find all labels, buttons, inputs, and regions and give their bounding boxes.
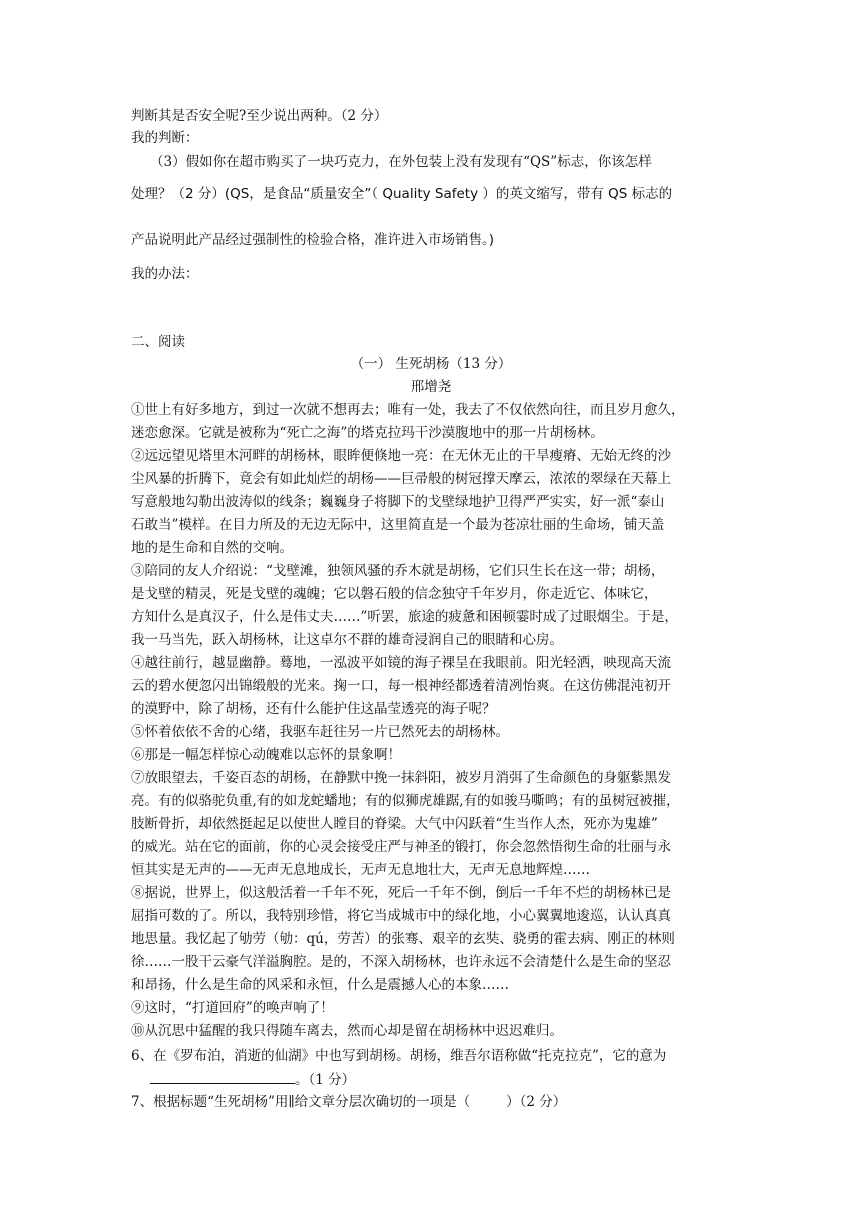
question-text: 处理？（2 分）(QS，是食品“质量安全”（ Quality Safety ）的英文缩写，带有 QS 标志的 [131, 186, 673, 202]
article-line: ⑩从沉思中猛醒的我只得随车离去，然而心却是留在胡杨林中迟迟难归。 [131, 1023, 563, 1039]
article-line: 亮。有的似骆驼负重,有的如龙蛇蟠地；有的似狮虎雄踞,有的如骏马嘶鸣；有的虽树冠被摧， [131, 793, 680, 809]
article-line: ⑨这时，“打道回府”的唤声响了！ [131, 1000, 334, 1016]
article-line: 和昂扬，什么是生命的风采和永恒，什么是震撼人心的本象…… [131, 977, 509, 993]
article-line: ⑦放眼望去，千姿百态的胡杨，在静默中挽一抹斜阳，被岁月消弭了生命颜色的身躯紫黑发 [131, 770, 671, 786]
article-line: ③陪同的友人介绍说：“戈壁滩，独领风骚的乔木就是胡杨，它们只生长在这一带；胡杨， [131, 563, 665, 579]
article-line: 肢断骨折，却依然挺起足以使世人瞠目的脊梁。大气中闪跃着“生当作人杰，死亦为鬼雄” [131, 816, 658, 832]
article-line: 方知什么是真汉子，什么是伟丈夫……”听罢，旅途的疲惫和困顿霎时成了过眼烟尘。于是， [131, 609, 678, 625]
article-line: ⑥那是一幅怎样惊心动魄难以忘怀的景象啊！ [131, 747, 401, 763]
article-line: 写意般地勾勒出波涛似的线条；巍巍身子将脚下的戈壁绿地护卫得严严实实，好一派“泰山 [131, 494, 665, 510]
question-7-text: 7、根据标题“生死胡杨”用∥给文章分层次确切的一项是（ [131, 1094, 471, 1110]
article-line: 云的碧水便忽闪出锦缎般的光来。掬一口，每一根神经都透着清冽怡爽。在这仿佛混沌初开 [131, 678, 671, 694]
article-line: ④越往前行，越显幽静。蓦地，一泓波平如镜的海子裸呈在我眼前。阳光轻洒，映现高天流 [131, 655, 671, 671]
article-author: 邢增尧 [410, 379, 452, 395]
article-line: 地思量。我忆起了劬劳（劬：qú，劳苦）的张骞、艰辛的玄奘、骁勇的霍去病、刚正的林则 [131, 931, 675, 947]
article-line: 是戈壁的精灵，死是戈壁的魂魄；它以磐石般的信念独守千年岁月，你走近它、体味它， [131, 586, 658, 602]
article-line: ⑤怀着依依不舍的心绪，我驱车赶往另一片已然死去的胡杨林。 [131, 724, 509, 740]
answer-blank[interactable] [150, 1069, 295, 1084]
question-6-answer-line [150, 1069, 750, 1090]
article-line: 的威光。站在它的面前，你的心灵会接受庄严与神圣的锻打，你会忽然悟彻生命的壮丽与永 [131, 839, 671, 855]
answer-prompt: 我的判断： [131, 130, 199, 146]
article-line: 迷恋愈深。它就是被称为“死亡之海”的塔克拉玛干沙漠腹地中的那一片胡杨林。 [131, 425, 604, 441]
article-line: 尘风暴的折腾下，竟会有如此灿烂的胡杨——巨帚般的树冠撑天摩云，浓浓的翠绿在天幕上 [131, 471, 671, 487]
question-6: 6、在《罗布泊，消逝的仙湖》中也写到胡杨。胡杨，维吾尔语称做“托克拉克”，它的意为 [131, 1048, 667, 1064]
question-7-score: ）（2 分） [506, 1094, 567, 1110]
question-text: （3）假如你在超市购买了一块巧克力，在外包装上没有发现有“QS”标志，你该怎样 [150, 154, 652, 170]
article-line: ①世上有好多地方，到过一次就不想再去；唯有一处，我去了不仅依然向往，而且岁月愈久， [131, 402, 685, 418]
question-text: 产品说明此产品经过强制性的检验合格，准许进入市场销售。) [131, 232, 495, 248]
article-line: 徐……一股干云豪气洋溢胸腔。是的，不深入胡杨林，也许永远不会清楚什么是生命的坚忍 [131, 954, 671, 970]
article-title: （一） 生死胡杨（13 分） [350, 356, 512, 372]
article-line: 地的是生命和自然的交响。 [131, 540, 293, 556]
article-line: 我一马当先，跃入胡杨林，让这卓尔不群的雄奇浸润自己的眼睛和心房。 [131, 632, 563, 648]
article-line: ②远远望见塔里木河畔的胡杨林，眼眸便倏地一亮：在无休无止的干旱瘦瘠、无始无终的沙 [131, 448, 671, 464]
article-line: ⑧据说，世界上，似这般活着一千年不死，死后一千年不倒，倒后一千年不烂的胡杨林已是 [131, 885, 671, 901]
article-line: 屈指可数的了。所以，我特别珍惜，将它当成城市中的绿化地，小心翼翼地逡巡，认认真真 [131, 908, 671, 924]
question-7 [131, 1092, 731, 1112]
question-6-score: 。（1 分） [295, 1072, 356, 1088]
answer-prompt: 我的办法： [131, 266, 199, 282]
article-line: 的漠野中，除了胡杨，还有什么能护住这晶莹透亮的海子呢？ [131, 701, 496, 717]
question-text: 判断其是否安全呢?至少说出两种。（2 分） [131, 108, 388, 124]
section-heading: 二、阅读 [131, 334, 185, 350]
article-line: 石敢当”模样。在目力所及的无边无际中，这里简直是一个最为苍凉壮丽的生命场，铺天盖 [131, 517, 665, 533]
article-line: 恒其实是无声的——无声无息地成长，无声无息地壮大，无声无息地辉煌…… [131, 862, 590, 878]
